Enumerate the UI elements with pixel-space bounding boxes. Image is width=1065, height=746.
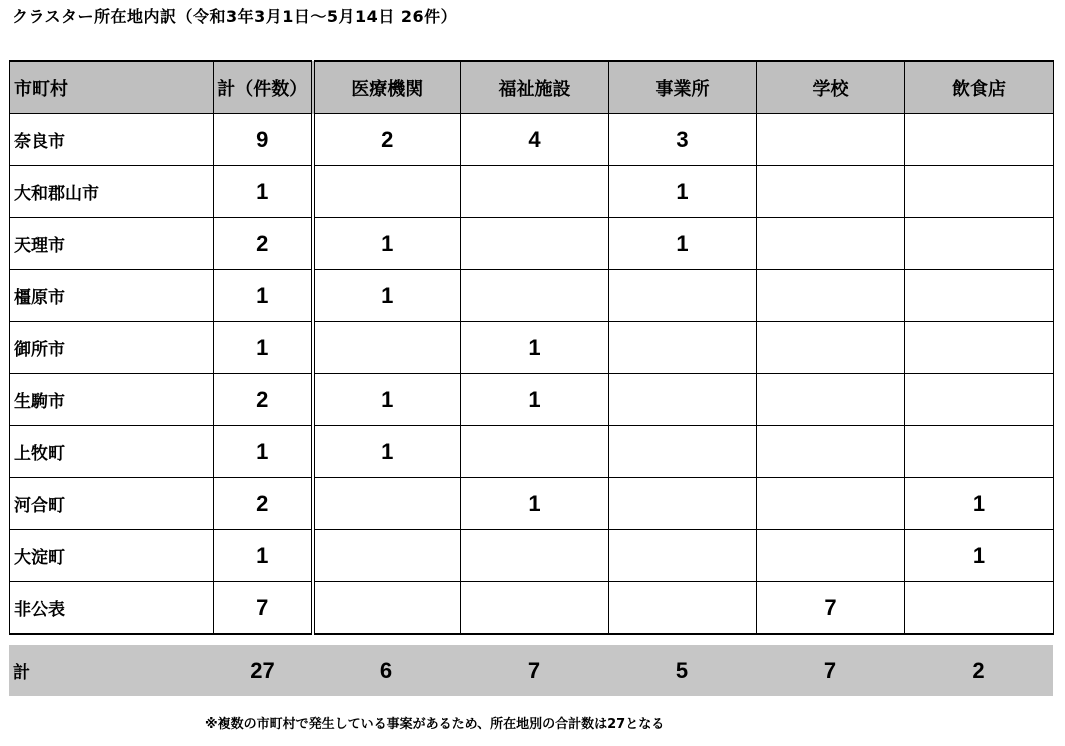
count-cell: 1: [609, 218, 757, 270]
count-cell: 1: [461, 374, 609, 426]
count-cell: 1: [214, 322, 313, 374]
municipality-cell: 上牧町: [10, 426, 214, 478]
count-cell: [757, 530, 905, 582]
count-cell: [905, 374, 1054, 426]
count-cell: 2: [313, 114, 461, 166]
municipality-cell: 奈良市: [10, 114, 214, 166]
count-cell: 1: [214, 166, 313, 218]
totals-cell: 7: [823, 657, 837, 683]
count-cell: [905, 270, 1054, 322]
table-row: [10, 582, 1054, 635]
count-cell: 1: [461, 322, 609, 374]
header-row: [10, 61, 1054, 114]
count-cell: 2: [214, 218, 313, 270]
count-cell: [313, 582, 461, 635]
municipality-cell: 非公表: [10, 582, 214, 635]
count-cell: 4: [461, 114, 609, 166]
count-cell: [313, 478, 461, 530]
count-cell: [905, 322, 1054, 374]
count-cell: 9: [214, 114, 313, 166]
header-total: 計（件数）: [214, 61, 313, 114]
count-cell: [313, 530, 461, 582]
municipality-cell: 大淀町: [10, 530, 214, 582]
count-cell: [757, 322, 905, 374]
count-cell: 1: [214, 530, 313, 582]
totals-cell: 2: [972, 657, 985, 683]
table-row: [10, 322, 1054, 374]
count-cell: [757, 426, 905, 478]
count-cell: 1: [313, 270, 461, 322]
footnote: ※複数の市町村で発生している事案があるため、所在地別の合計数は27となる: [205, 717, 665, 732]
municipality-cell: 大和郡山市: [10, 166, 214, 218]
count-cell: 1: [214, 426, 313, 478]
count-cell: [609, 374, 757, 426]
count-cell: 7: [214, 582, 313, 635]
count-cell: [905, 426, 1054, 478]
count-cell: 1: [313, 218, 461, 270]
municipality-cell: 御所市: [10, 322, 214, 374]
count-cell: [609, 582, 757, 635]
municipality-cell: 生駒市: [10, 374, 214, 426]
count-cell: [609, 322, 757, 374]
count-cell: 2: [214, 478, 313, 530]
count-cell: [905, 582, 1054, 635]
municipality-cell: 橿原市: [10, 270, 214, 322]
count-cell: [905, 166, 1054, 218]
header-municipality: 市町村: [10, 61, 214, 114]
count-cell: 1: [905, 478, 1054, 530]
count-cell: [609, 270, 757, 322]
count-cell: [757, 218, 905, 270]
header-medical: 医療機関: [313, 61, 461, 114]
table-row: [10, 270, 1054, 322]
count-cell: 1: [214, 270, 313, 322]
count-cell: [757, 478, 905, 530]
count-cell: [461, 582, 609, 635]
count-cell: [461, 270, 609, 322]
table-row: [10, 530, 1054, 582]
table-row: [10, 374, 1054, 426]
table-row: [10, 166, 1054, 218]
totals-cell: 7: [527, 657, 541, 683]
count-cell: [757, 166, 905, 218]
cluster-table: [9, 60, 1054, 635]
totals-cell: 5: [675, 657, 689, 683]
count-cell: 1: [461, 478, 609, 530]
count-cell: [609, 530, 757, 582]
table-row: [10, 114, 1054, 166]
count-cell: 1: [905, 530, 1054, 582]
count-cell: [757, 114, 905, 166]
count-cell: [609, 426, 757, 478]
table-row: [10, 426, 1054, 478]
municipality-cell: 河合町: [10, 478, 214, 530]
count-cell: 1: [313, 374, 461, 426]
count-cell: 3: [609, 114, 757, 166]
totals-label: 計: [13, 663, 30, 683]
count-cell: [609, 478, 757, 530]
header-school: 学校: [757, 61, 905, 114]
table-row: [10, 478, 1054, 530]
totals-row: [9, 645, 1053, 696]
count-cell: [461, 426, 609, 478]
header-business: 事業所: [609, 61, 757, 114]
count-cell: [757, 270, 905, 322]
count-cell: [461, 218, 609, 270]
count-cell: 2: [214, 374, 313, 426]
count-cell: [313, 166, 461, 218]
header-restaurant: 飲食店: [905, 61, 1054, 114]
totals-cell: 27: [250, 657, 275, 683]
count-cell: [905, 114, 1054, 166]
table-row: [10, 218, 1054, 270]
count-cell: [461, 530, 609, 582]
count-cell: [461, 166, 609, 218]
header-welfare: 福祉施設: [461, 61, 609, 114]
count-cell: [905, 218, 1054, 270]
page-title: クラスター所在地内訳（令和3年3月1日～5月14日 26件）: [12, 7, 458, 26]
count-cell: 1: [313, 426, 461, 478]
count-cell: [313, 322, 461, 374]
count-cell: [757, 374, 905, 426]
count-cell: 7: [757, 582, 905, 635]
totals-cell: 6: [379, 657, 393, 683]
count-cell: 1: [609, 166, 757, 218]
municipality-cell: 天理市: [10, 218, 214, 270]
